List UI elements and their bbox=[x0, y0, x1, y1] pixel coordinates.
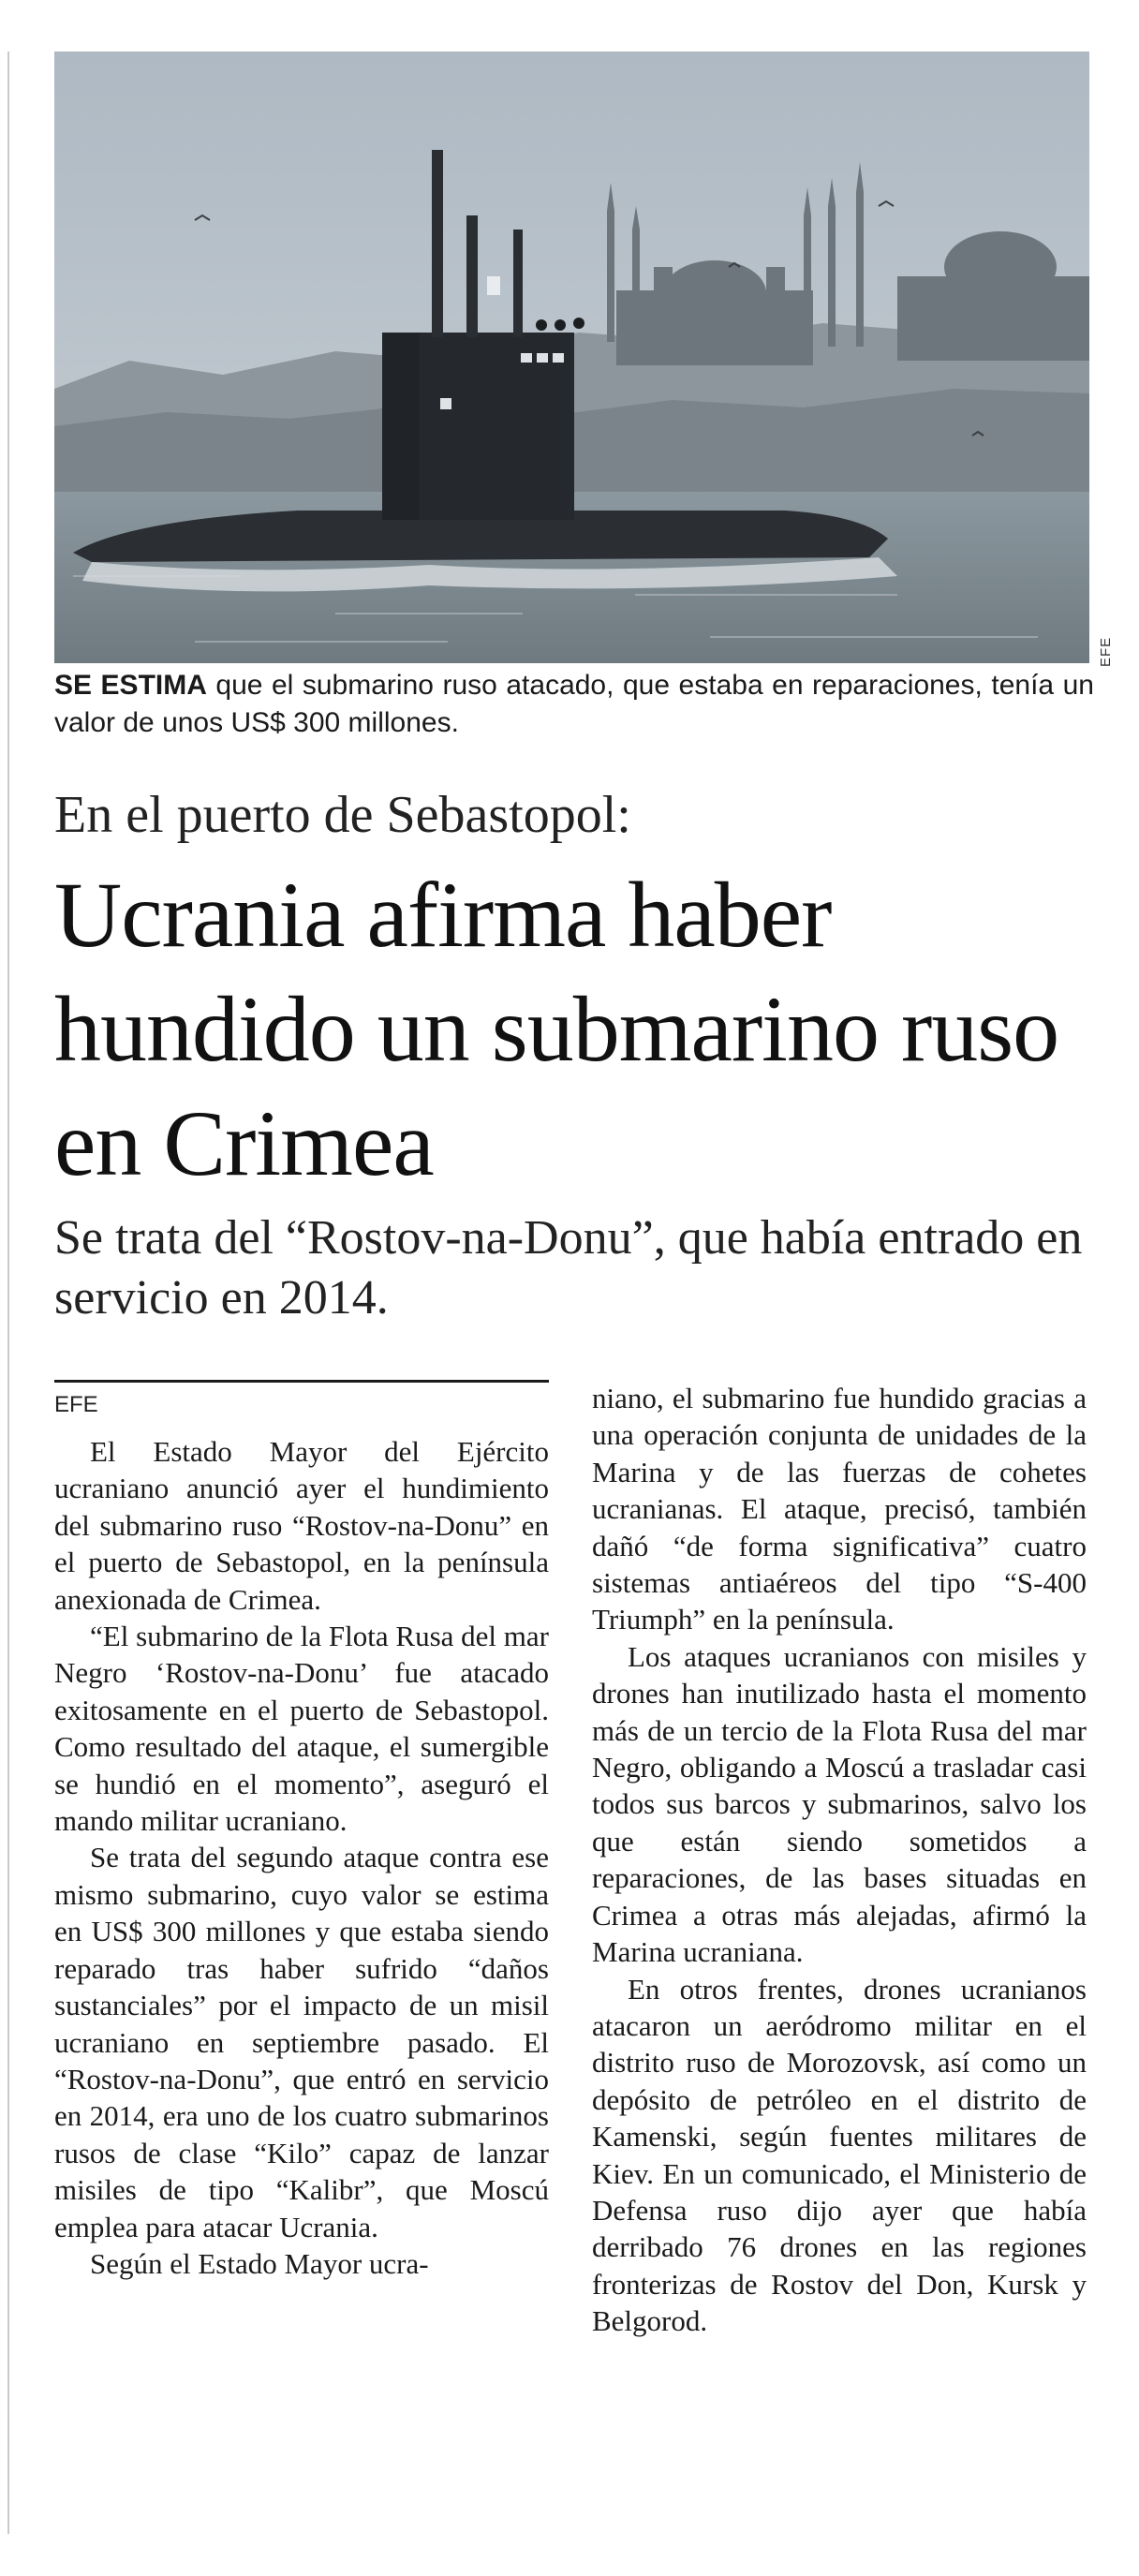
submarine-photo-illustration bbox=[54, 52, 1089, 663]
byline-rule bbox=[54, 1380, 549, 1383]
article-headline: Ucrania afirma haber hundido un submarino ruso en Crimea bbox=[54, 863, 1059, 1195]
paragraph: El Estado Mayor del Ejército ucraniano anunció ayer el hundimiento del submarino ruso “Rostov-na-Donu” en el puerto de Sebastopol, en la península anexionada de Crimea. bbox=[54, 1435, 549, 1616]
paragraph: Se trata del segundo ataque contra ese mismo submarino, cuyo valor se estima en US$ 300 millones y que estaba siendo reparado tras haber sufrido “daños sustanciales” por el impacto de un misil ucraniano en septiembre pasado. El “Rostov-na-Donu”, que entró en servicio en 2014, era uno de los cuatro submarinos rusos de clase “Kilo” capaz de lanzar misiles de tipo “Kalibr”, que Moscú emplea para atacar Ucrania. bbox=[54, 1841, 549, 2243]
paragraph: “El submarino de la Flota Rusa del mar Negro ‘Rostov-na-Donu’ fue atacado exitosamente en el puerto de Sebastopol. Como resultado del ataque, el sumergible se hundió en el momento”, aseguró el mando militar ucraniano. bbox=[54, 1620, 549, 1838]
article-deck: Se trata del “Rostov-na-Donu”, que había entrado en servicio en 2014. bbox=[54, 1211, 1083, 1325]
article-column-2 bbox=[592, 1380, 1087, 2340]
paragraph: niano, el submarino fue hundido gracias a una operación conjunta de unidades de la Marina y de las fuerzas de cohetes ucranianas. El ataque, precisó, también dañó “de forma significativa” cuatro sistemas antiaéreos del tipo “S-400 Triumph” en la península. bbox=[592, 1382, 1087, 1636]
column-divider bbox=[7, 52, 9, 2534]
caption-text: que el submarino ruso atacado, que estaba en reparaciones, tenía un valor de unos US$ 300 millones. bbox=[54, 670, 1094, 738]
paragraph: Según el Estado Mayor ucra- bbox=[90, 2246, 429, 2280]
photo-caption bbox=[54, 667, 1094, 742]
article-kicker: En el puerto de Sebastopol: bbox=[54, 786, 631, 844]
news-photo bbox=[54, 52, 1089, 663]
caption-lead: SE ESTIMA bbox=[54, 670, 207, 701]
article-column-1 bbox=[54, 1433, 549, 2282]
article-byline: EFE bbox=[54, 1392, 98, 1417]
paragraph: Los ataques ucranianos con misiles y drones han inutilizado hasta el momento más de un tercio de la Flota Rusa del mar Negro, obligando a Moscú a trasladar casi todos sus barcos y submarinos, salvo los que están siendo sometidos a reparaciones, de las bases situadas en Crimea a otras más alejadas, afirmó la Marina ucraniana. bbox=[592, 1639, 1087, 1969]
photo-credit: EFE bbox=[1098, 636, 1114, 667]
paragraph: En otros frentes, drones ucranianos atacaron un aeródromo militar en el distrito ruso de Morozovsk, así como un depósito de petróleo en el distrito de Kamenski, según fuentes militares de Kiev. En un comunicado, el Ministerio de Defensa ruso dijo ayer que había derribado 76 drones en las regiones fronterizas de Rostov del Don, Kursk y Belgorod. bbox=[592, 1972, 1087, 2338]
